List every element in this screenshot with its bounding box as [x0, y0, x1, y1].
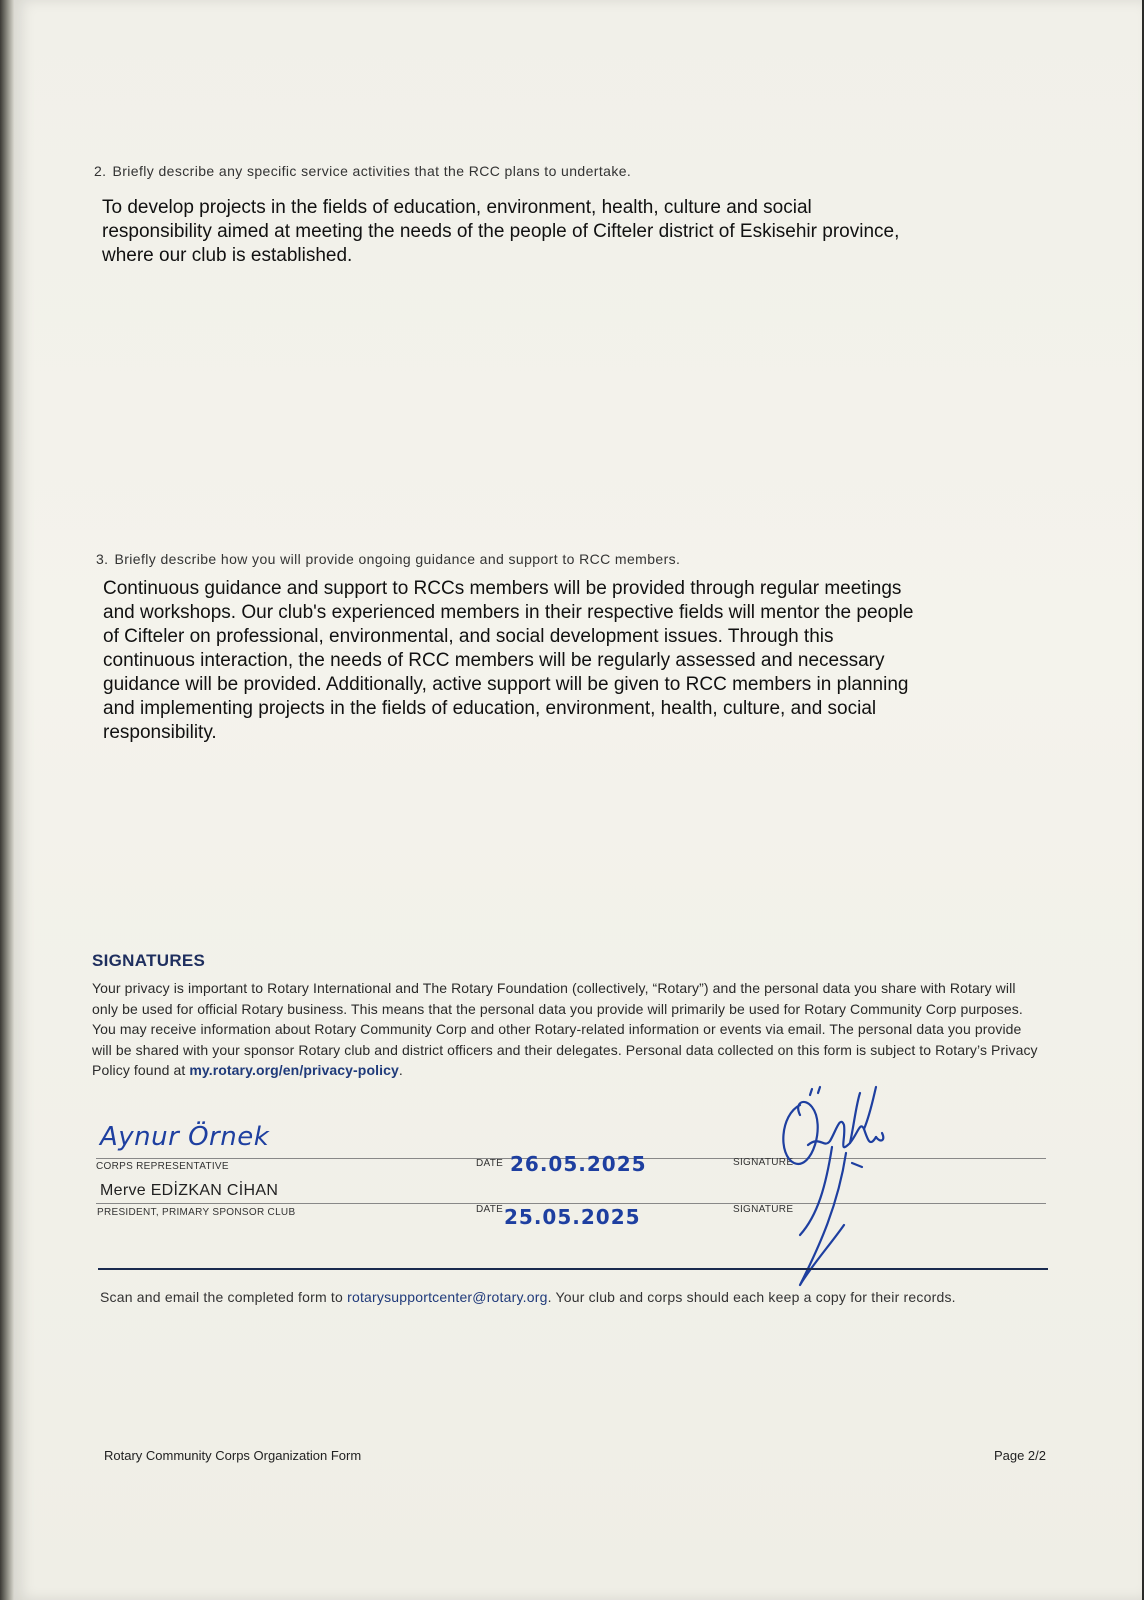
footer-form-name: Rotary Community Corps Organization Form: [104, 1448, 362, 1463]
signature-label-2: SIGNATURE: [733, 1204, 794, 1215]
scan-after: . Your club and corps should each keep a copy for their records.: [547, 1289, 956, 1305]
question-2-prompt: Briefly describe any specific service activities that the RCC plans to undertake.: [112, 163, 632, 179]
corps-representative-label: CORPS REPRESENTATIVE: [96, 1161, 229, 1172]
privacy-text: Your privacy is important to Rotary International and The Rotary Foundation (collectively, “Rotary”) and the personal data you share with Rotary will only be used for official Rotary business. This means that the personal data you provide will primarily be used for Rotary Community Corp purposes. You may receive information about Rotary Community Corp and other Rotary-related information or events via email. The personal data you provide will be shared with your sponsor Rotary club and district officers and their delegates. Personal data collected on this form is subject to Rotary’s Privacy Policy found at: [92, 980, 1038, 1078]
president-role-label: PRESIDENT, PRIMARY SPONSOR CLUB: [97, 1207, 296, 1218]
question-2-number: 2.: [94, 163, 107, 179]
privacy-policy-link[interactable]: my.rotary.org/en/privacy-policy: [189, 1062, 399, 1078]
question-3-prompt: Briefly describe how you will provide ongoing guidance and support to RCC members.: [114, 551, 681, 567]
president-name: Merve EDİZKAN CİHAN: [100, 1182, 279, 1199]
handwritten-signature: [760, 1085, 910, 1305]
date-label-1: DATE: [476, 1158, 504, 1169]
privacy-notice: [92, 978, 1038, 1081]
page-edge: [0, 0, 14, 1600]
scan-instructions: [100, 1287, 1030, 1308]
answer-3: Continuous guidance and support to RCCs members will be provided through regular meetings and workshops. Our club's experienced members in their respective fields will mentor the people of Cifteler on professional, environmental, and social development issues. Through this continuous interaction, the needs of RCC members will be regularly assessed and necessary guidance will be provided. Additionally, active support will be given to RCC members in planning and implementing projects in the fields of education, environment, health, culture, and social responsibility.: [103, 578, 914, 743]
question-3: [96, 551, 680, 567]
signature-label-1: SIGNATURE: [733, 1157, 794, 1168]
support-email-link[interactable]: rotarysupportcenter@rotary.org: [347, 1289, 548, 1305]
section-divider: [98, 1268, 1048, 1270]
question-2: [94, 163, 631, 179]
question-3-number: 3.: [96, 551, 109, 567]
footer-page-number: Page 2/2: [993, 1448, 1046, 1463]
privacy-end: .: [398, 1062, 403, 1078]
date-value-2: 25.05.2025: [504, 1205, 641, 1229]
scan-before: Scan and email the completed form to: [100, 1289, 348, 1305]
signatures-heading: SIGNATURES: [92, 951, 206, 970]
date-label-2: DATE: [476, 1204, 504, 1215]
representative-handwritten-name: Aynur Örnek: [100, 1122, 270, 1152]
answer-2: To develop projects in the fields of education, environment, health, culture and social responsibility aimed at meeting the needs of the people of Cifteler district of Eskisehir province, where our club is established.: [102, 197, 900, 266]
date-value-1: 26.05.2025: [510, 1152, 647, 1176]
